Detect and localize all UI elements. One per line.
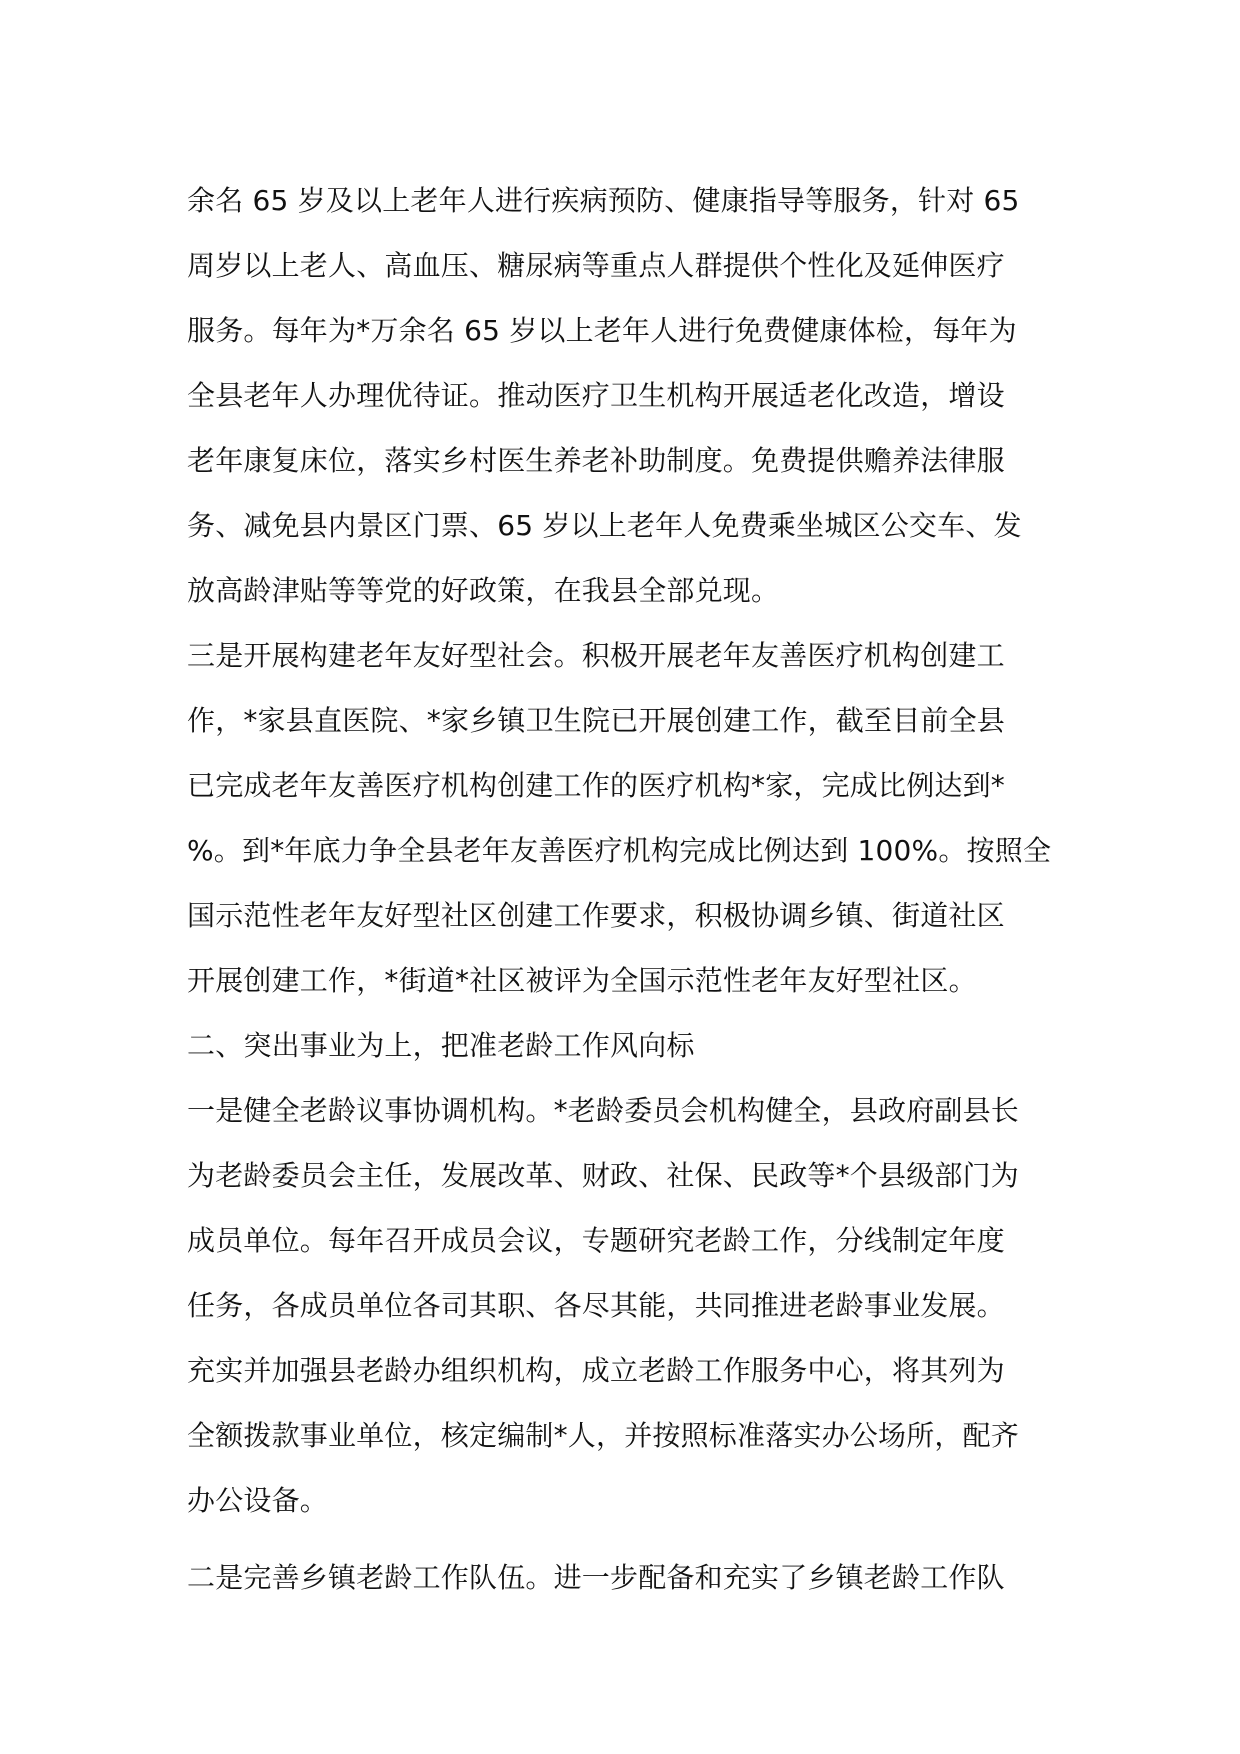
text-line-13: 开展创建工作，*街道*社区被评为全国示范性老年友好型社区。 <box>187 964 977 997</box>
text-line-16: 为老龄委员会主任，发展改革、财政、社保、民政等*个县级部门为 <box>187 1159 1020 1192</box>
text-line-9: 作，*家县直医院、*家乡镇卫生院已开展创建工作，截至目前全县 <box>187 704 1006 737</box>
text-line-4: 全县老年人办理优待证。推动医疗卫生机构开展适老化改造，增设 <box>187 379 1005 412</box>
text-line-1: 余名 65 岁及以上老年人进行疾病预防、健康指导等服务，针对 65 <box>187 184 1020 217</box>
text-line-2: 周岁以上老人、高血压、糖尿病等重点人群提供个性化及延伸医疗 <box>187 249 1005 282</box>
text-line-3: 服务。每年为*万余名 65 岁以上老年人进行免费健康体检，每年为 <box>187 314 1017 347</box>
text-line-11: %。到*年底力争全县老年友善医疗机构完成比例达到 100%。按照全 <box>187 834 1052 867</box>
text-line-5: 老年康复床位，落实乡村医生养老补助制度。免费提供赡养法律服 <box>187 444 1005 477</box>
text-line-21: 办公设备。 <box>187 1484 329 1517</box>
text-line-6: 务、减免县内景区门票、65 岁以上老年人免费乘坐城区公交车、发 <box>187 509 1022 542</box>
text-line-19: 充实并加强县老龄办组织机构，成立老龄工作服务中心，将其列为 <box>187 1354 1005 1387</box>
text-line-17: 成员单位。每年召开成员会议，专题研究老龄工作，分线制定年度 <box>187 1224 1005 1257</box>
text-line-15: 一是健全老龄议事协调机构。*老龄委员会机构健全，县政府副县长 <box>187 1094 1020 1127</box>
text-line-7: 放高龄津贴等等党的好政策，在我县全部兑现。 <box>187 574 780 607</box>
paragraph-gap <box>187 1533 1057 1545</box>
text-line-10: 已完成老年友善医疗机构创建工作的医疗机构*家，完成比例达到* <box>187 769 1006 802</box>
text-line-12: 国示范性老年友好型社区创建工作要求，积极协调乡镇、街道社区 <box>187 899 1005 932</box>
text-line-20: 全额拨款事业单位，核定编制*人，并按照标准落实办公场所，配齐 <box>187 1419 1020 1452</box>
document-body <box>187 168 1057 1610</box>
text-line-18: 任务，各成员单位各司其职、各尽其能，共同推进老龄事业发展。 <box>187 1289 1005 1322</box>
section-heading: 二、突出事业为上，把准老龄工作风向标 <box>187 1029 695 1062</box>
text-line-22: 二是完善乡镇老龄工作队伍。进一步配备和充实了乡镇老龄工作队 <box>187 1561 1005 1594</box>
text-line-8: 三是开展构建老年友好型社会。积极开展老年友善医疗机构创建工 <box>187 639 1005 672</box>
